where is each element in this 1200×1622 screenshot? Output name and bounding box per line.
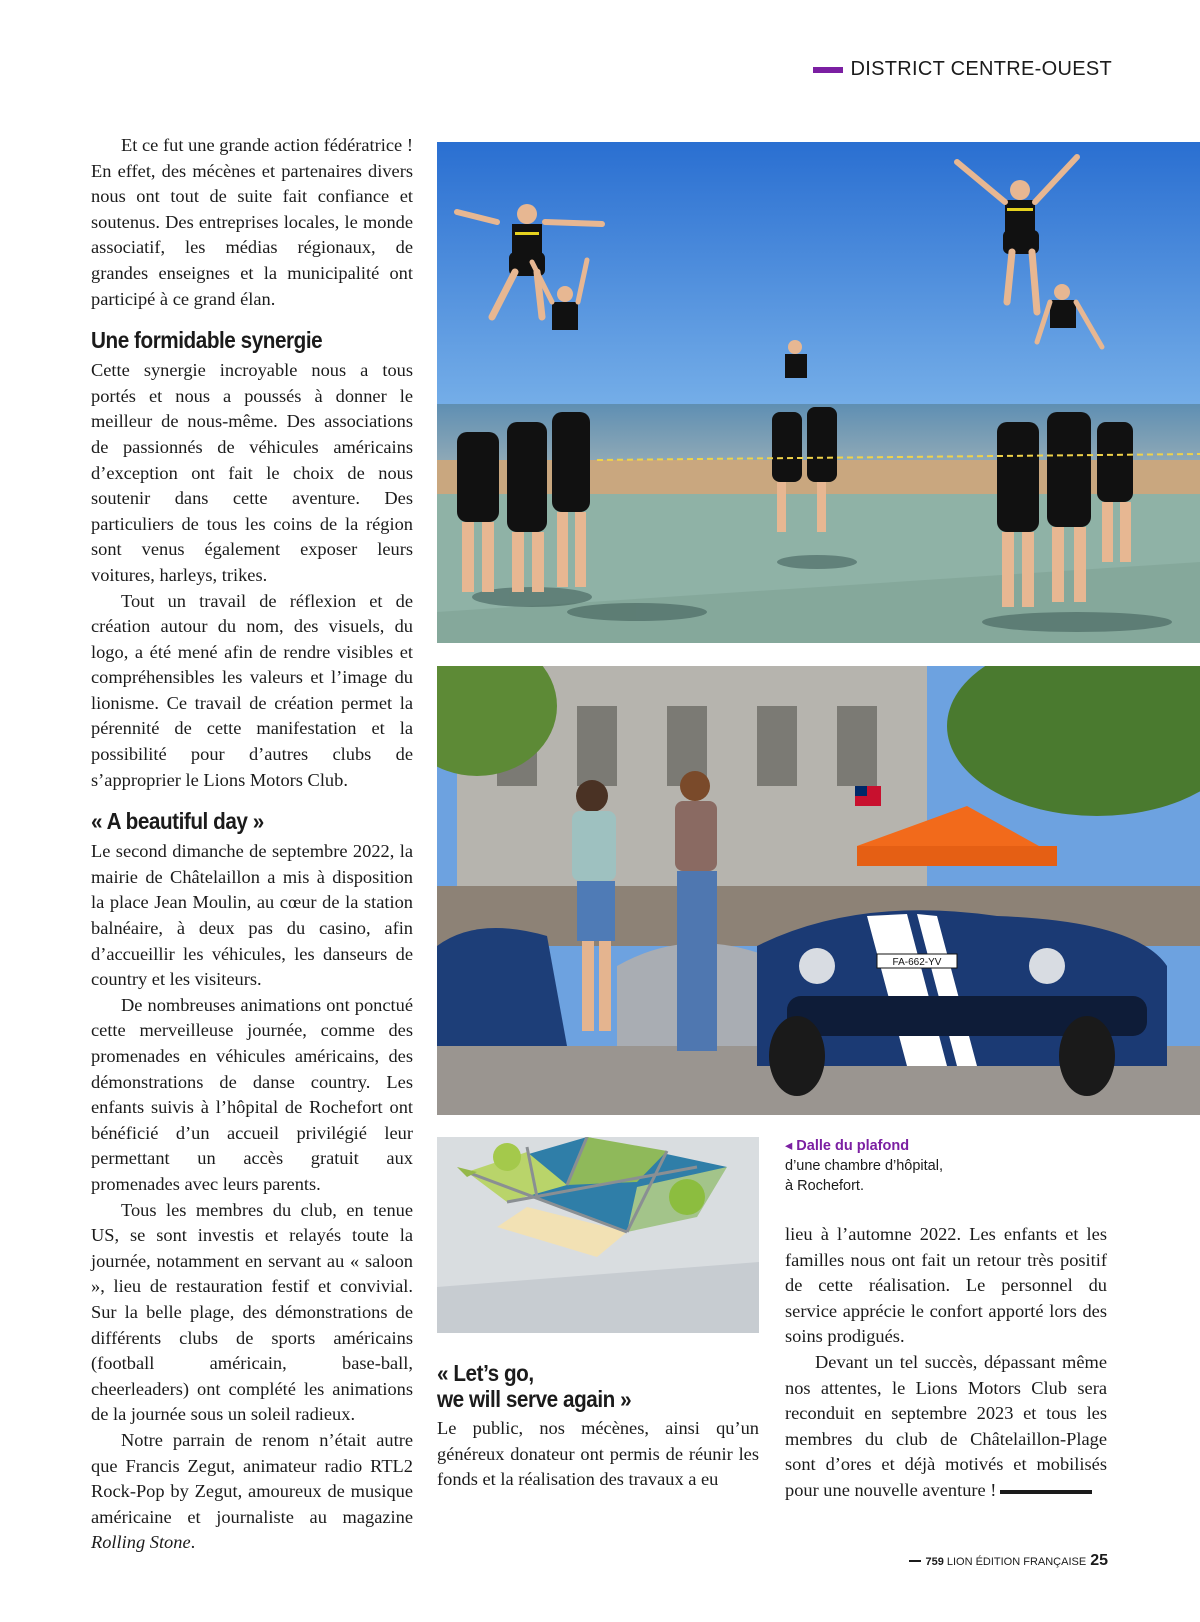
magazine-name: Rolling Stone xyxy=(91,1532,191,1553)
paragraph: Le second dimanche de septembre 2022, la mairie de Châtelaillon a mis à disposition la place Jean Moulin, au cœur de la station balnéaire, à deux pas du casino, afin d’accueillir les véhicules, les danseurs de country et les visiteurs. xyxy=(91,841,413,990)
paragraph: Et ce fut une grande action fédératrice ! En effet, des mécènes et partenaires divers nous ont tout de suite fait confiance et soutenus. Des entreprises locales, le monde associatif, les médias régionaux, de grandes enseignes et la municipalité ont participé à ce grand élan. xyxy=(91,135,413,309)
paragraph-text: Devant un tel succès, dépassant même nos attentes, le Lions Motors Club sera reconduit en septembre 2023 et tous les membres du club de Châtelaillon-Plage sont d’ores et déjà motivés et mobilisés pour une nouvelle aventure ! xyxy=(785,1351,1107,1500)
cheerleaders-illustration xyxy=(437,142,1200,643)
subheading-line: we will serve again » xyxy=(437,1386,632,1412)
paragraph: De nombreuses animations ont ponctué cette merveilleuse journée, comme des promenades en véhicules américains, des démonstrations de danse country. Les enfants suivis à l’hôpital de Rochefort ont bénéficié d’un accueil privilégié leur permettant un accès gratuit aux promenades avec leurs parents. xyxy=(91,994,413,1194)
cheerleaders-photo xyxy=(437,142,1200,643)
ceiling-illustration xyxy=(437,1137,759,1333)
paragraph: Tous les membres du club, en tenue US, se sont investis et relayés toute la journée, notamment en servant au « saloon », lieu de restauration festif et convivial. Sur la belle plage, des démonstrations de différents clubs de sports américains (football américain, base-ball, cheerleaders) ont complété les animations de la journée sous un soleil radieux. xyxy=(91,1199,413,1425)
paragraph: Cette synergie incroyable nous a tous portés et nous a poussés à donner le meilleur de nous-même. Des associations de passionnés de véhicules américains d’exception ont fait le choix de nous soutenir dans cette aventure. Des particuliers de tous les coins de la région sont venus également exposer leurs voitures, harleys, trikes. xyxy=(91,360,413,585)
ceiling-photo xyxy=(437,1137,759,1333)
license-plate: FA-662-YV xyxy=(892,957,942,968)
left-text-column xyxy=(91,133,413,1556)
paragraph-text: . xyxy=(190,1532,196,1553)
paragraph-text: Notre parrain de renom n’était autre que Francis Zegut, animateur radio RTL2 Rock-Pop by Zegut, amoureux de musique américaine et journaliste au magazine xyxy=(91,1429,413,1527)
caption-title: ◂ Dalle du plafond xyxy=(785,1138,910,1154)
accent-bar xyxy=(813,67,843,73)
paragraph: Le public, nos mécènes, ainsi qu’un généreux donateur ont permis de réunir les fonds et la réalisation des travaux a eu xyxy=(437,1418,759,1490)
caption-line: d’une chambre d’hôpital, xyxy=(785,1158,943,1174)
issue-number: 759 xyxy=(925,1556,944,1568)
photo-caption xyxy=(785,1136,1025,1196)
page-number: 25 xyxy=(1090,1552,1108,1569)
section-title: DISTRICT CENTRE-OUEST xyxy=(850,58,1112,80)
right-text-column xyxy=(785,1222,1107,1504)
section-header xyxy=(813,58,1113,81)
subheading-line: « Let’s go, xyxy=(437,1360,534,1386)
cars-photo xyxy=(437,666,1200,1115)
subheading: « A beautiful day » xyxy=(91,808,264,835)
paragraph xyxy=(91,1428,413,1556)
cars-illustration xyxy=(437,666,1200,1115)
subheading xyxy=(437,1360,727,1412)
page-footer xyxy=(909,1552,1108,1570)
caption-line: à Rochefort. xyxy=(785,1178,864,1194)
paragraph: Tout un travail de réflexion et de création autour du nom, des visuels, du logo, a été mené afin de rendre visibles et compréhensibles les valeurs et l’image du lionisme. Ce travail de création permet la pérennité de cette manifestation et la possibilité pour d’autres clubs de s’approprier le Lions Motors Club. xyxy=(91,590,413,790)
footer-dash xyxy=(909,1560,921,1562)
subheading: Une formidable synergie xyxy=(91,327,323,354)
paragraph xyxy=(785,1350,1107,1504)
magazine-title: LION ÉDITION FRANÇAISE xyxy=(946,1556,1087,1568)
middle-text-column xyxy=(437,1360,759,1493)
paragraph: lieu à l’automne 2022. Les enfants et les familles nous ont fait un retour très positif de cette réalisation. Le personnel du service apprécie le confort apporté lors des soins prodigués. xyxy=(785,1224,1107,1347)
end-mark xyxy=(1000,1490,1092,1494)
